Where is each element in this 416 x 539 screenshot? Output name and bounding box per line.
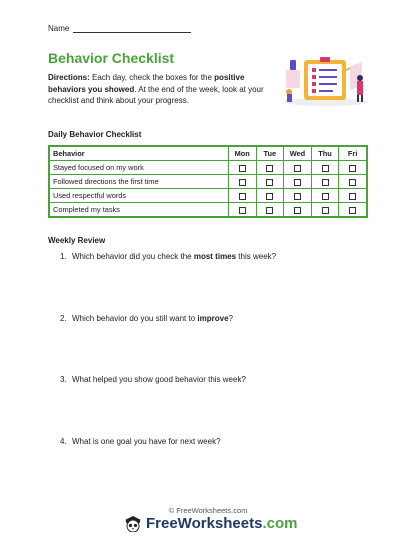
question-4 bbox=[60, 437, 221, 446]
checkbox-fri[interactable] bbox=[349, 193, 356, 200]
name-label: Name bbox=[48, 24, 70, 33]
directions-text bbox=[48, 72, 273, 107]
checklist-illustration-icon bbox=[276, 56, 372, 108]
behavior-label: Used respectful words bbox=[49, 189, 228, 203]
question-text-end: ? bbox=[228, 314, 233, 323]
behavior-table bbox=[48, 145, 368, 218]
checkbox-wed[interactable] bbox=[294, 193, 301, 200]
page-title: Behavior Checklist bbox=[48, 50, 175, 66]
checkbox-fri[interactable] bbox=[349, 207, 356, 214]
question-text: What is one goal you have for next week? bbox=[72, 437, 221, 446]
column-header-mon: Mon bbox=[228, 146, 256, 161]
question-text-end: this week? bbox=[236, 252, 277, 261]
checkbox-mon[interactable] bbox=[239, 165, 246, 172]
question-number: 3. bbox=[60, 375, 67, 384]
table-row bbox=[49, 175, 367, 189]
directions-label: Directions: bbox=[48, 73, 90, 82]
checkbox-thu[interactable] bbox=[322, 207, 329, 214]
checkbox-tue[interactable] bbox=[266, 165, 273, 172]
question-1 bbox=[60, 252, 276, 261]
column-header-wed: Wed bbox=[284, 146, 312, 161]
name-row bbox=[48, 24, 191, 33]
column-header-fri: Fri bbox=[339, 146, 367, 161]
question-text: Which behavior do you still want to bbox=[72, 314, 198, 323]
directions-bold: positive behaviors you showed bbox=[48, 73, 245, 94]
question-3 bbox=[60, 375, 246, 384]
behavior-label: Completed my tasks bbox=[49, 203, 228, 218]
question-number: 1. bbox=[60, 252, 67, 261]
checkbox-fri[interactable] bbox=[349, 165, 356, 172]
table-row bbox=[49, 189, 367, 203]
column-header-behavior: Behavior bbox=[49, 146, 228, 161]
checkbox-tue[interactable] bbox=[266, 207, 273, 214]
checkbox-mon[interactable] bbox=[239, 193, 246, 200]
question-text: What helped you show good behavior this week? bbox=[72, 375, 246, 384]
checkbox-tue[interactable] bbox=[266, 193, 273, 200]
question-number: 2. bbox=[60, 314, 67, 323]
table-row bbox=[49, 161, 367, 175]
checkbox-wed[interactable] bbox=[294, 207, 301, 214]
checkbox-mon[interactable] bbox=[239, 207, 246, 214]
table-row bbox=[49, 203, 367, 218]
checkbox-fri[interactable] bbox=[349, 179, 356, 186]
directions-text-1: Each day, check the boxes for the bbox=[89, 73, 215, 82]
column-header-thu: Thu bbox=[311, 146, 339, 161]
checkbox-thu[interactable] bbox=[322, 179, 329, 186]
question-text: Which behavior did you check the bbox=[72, 252, 194, 261]
name-line[interactable] bbox=[73, 25, 191, 33]
behavior-label: Followed directions the first time bbox=[49, 175, 228, 189]
checkbox-thu[interactable] bbox=[322, 165, 329, 172]
checkbox-thu[interactable] bbox=[322, 193, 329, 200]
behavior-label: Stayed focused on my work bbox=[49, 161, 228, 175]
checkbox-wed[interactable] bbox=[294, 165, 301, 172]
question-2 bbox=[60, 314, 233, 323]
question-bold: most times bbox=[193, 252, 237, 261]
logo-main: FreeWorksheets bbox=[146, 514, 263, 532]
directions-text-2: . At the end of the week, look at your checklist and think about your progress. bbox=[48, 84, 264, 106]
question-number: 4. bbox=[60, 437, 67, 446]
checkbox-wed[interactable] bbox=[294, 179, 301, 186]
checklist-heading: Daily Behavior Checklist bbox=[48, 130, 142, 139]
table-header-row bbox=[49, 146, 367, 161]
checkbox-mon[interactable] bbox=[239, 179, 246, 186]
checkbox-tue[interactable] bbox=[266, 179, 273, 186]
footer-url[interactable]: © FreeWorksheets.com bbox=[168, 506, 248, 515]
logo-dot: .com bbox=[262, 514, 298, 532]
column-header-tue: Tue bbox=[256, 146, 284, 161]
footer-logo[interactable] bbox=[122, 514, 297, 532]
panda-logo-icon bbox=[122, 514, 144, 532]
review-heading: Weekly Review bbox=[48, 236, 106, 245]
logo-text bbox=[146, 515, 297, 532]
question-bold: improve bbox=[197, 314, 229, 323]
